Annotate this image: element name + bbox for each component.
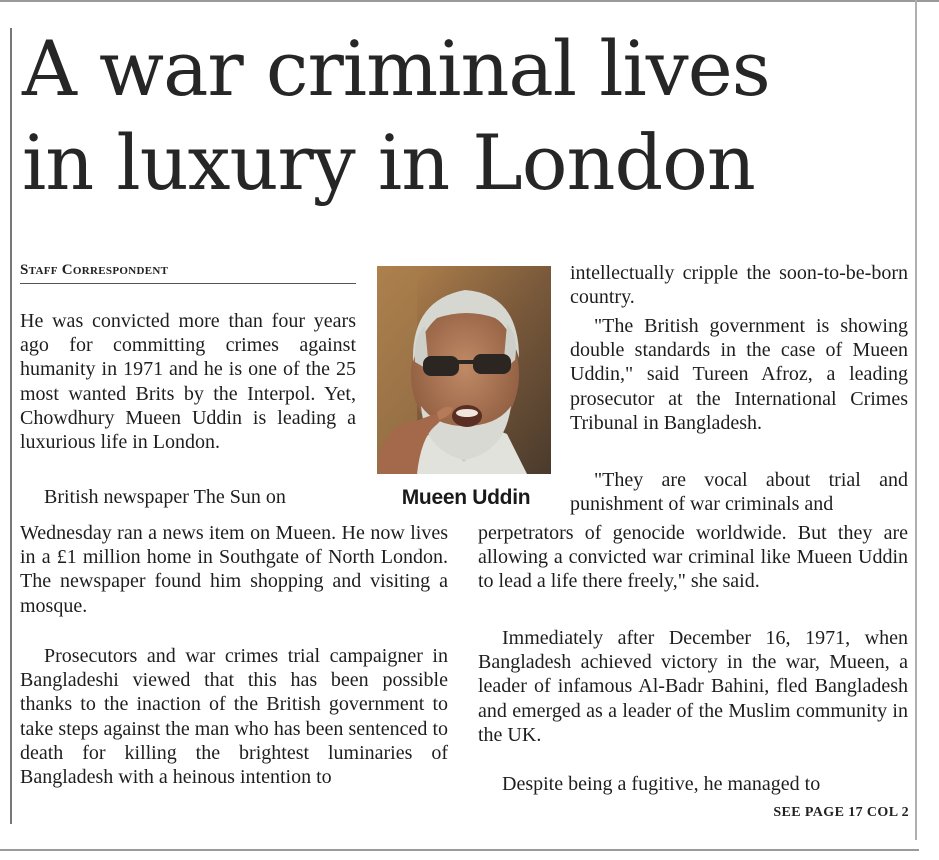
left-paragraph-1: He was convicted more than four years ago for committing crimes against humanity in 1971 and he is one of the 25 most wanted Brits by the Interpol. Yet, Chowdhury Mueen Uddin is leading a luxurious life in London. [20, 310, 356, 454]
page-top-border [0, 0, 939, 2]
headline [22, 22, 902, 210]
headline-line-2: in luxury in London [22, 118, 755, 207]
portrait-illustration [377, 266, 551, 474]
page-bottom-border [0, 849, 919, 851]
byline-text: Staff Correspondent [20, 262, 169, 278]
continuation-note: SEE PAGE 17 COL 2 [773, 805, 909, 820]
photo-caption: Mueen Uddin [401, 486, 531, 509]
left-paragraph-2-start: British newspaper The Sun on [44, 486, 286, 508]
right-paragraph-3-start: "They are vocal about trial and punishment of war criminals and [570, 469, 908, 516]
right-paragraph-1: intellectually cripple the soon-to-be-born country. [570, 262, 908, 309]
left-paragraph-2-cont: Wednesday ran a news item on Mueen. He now lives in a £1 million home in Southgate of North London. The newspaper found him shopping and visiting a mosque. [20, 522, 448, 617]
byline [20, 262, 356, 284]
right-paragraph-3-cont: perpetrators of genocide worldwide. But they are allowing a convicted war criminal like Mueen Uddin to lead a life there freely," she said. [478, 522, 908, 593]
headline-line-1: A war criminal lives [22, 24, 770, 113]
right-paragraph-5: Despite being a fugitive, he managed to [502, 773, 821, 795]
page-right-border [915, 0, 917, 840]
right-paragraph-2: "The British government is showing double standards in the case of Mueen Uddin," said Tureen Afroz, a leading prosecutor at the International Crimes Tribunal in Bangladesh. [570, 315, 908, 434]
right-paragraph-4: Immediately after December 16, 1971, when Bangladesh achieved victory in the war, Mueen, a leader of infamous Al-Badr Bahini, fled Bangladesh and emerged as a leader of the Muslim community in the UK. [478, 627, 908, 746]
portrait-photo [377, 266, 551, 474]
column-rule-left [10, 28, 12, 824]
left-paragraph-3: Prosecutors and war crimes trial campaigner in Bangladeshi viewed that this has been possible thanks to the inaction of the British government to take steps against the man who has been sentenced to death for killing the brightest luminaries of Bangladesh with a heinous intention to [20, 645, 448, 789]
